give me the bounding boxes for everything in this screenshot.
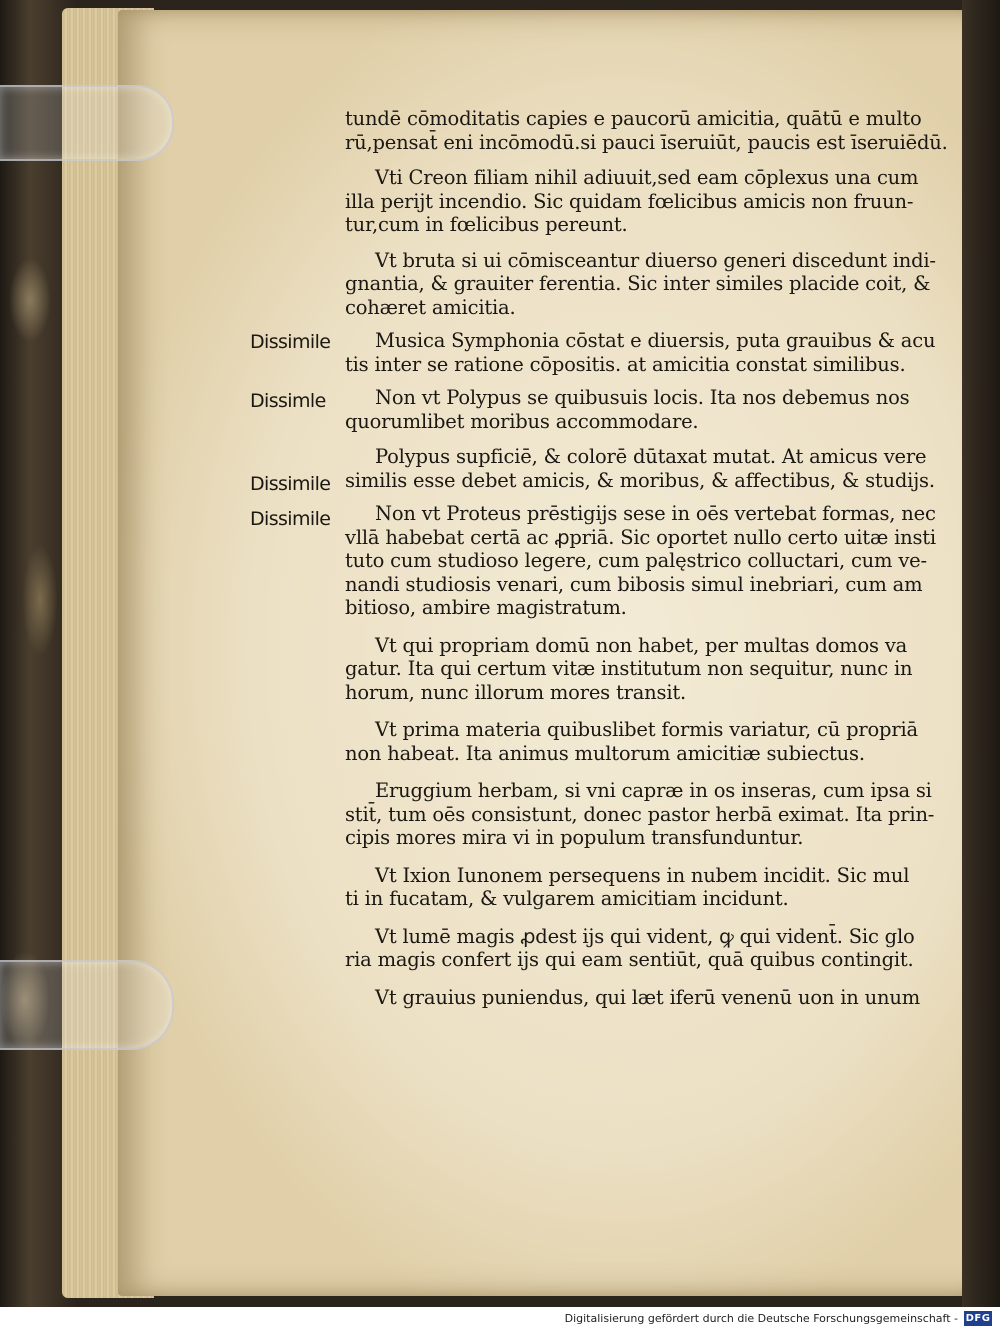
text-line: Non vt Polypus se quibusuis locis. Ita nos debemus nos — [375, 386, 910, 409]
footer-bar — [0, 1307, 1000, 1331]
text-line: nandi studiosis venari, cum bibosis simul inebriari, cum am — [345, 572, 923, 596]
paragraph — [250, 718, 950, 765]
paragraph — [250, 249, 950, 320]
paragraph — [250, 166, 950, 237]
paragraph — [250, 779, 950, 850]
text-line: Vt grauius puniendus, qui læt iferū venenū uon in unum — [375, 985, 921, 1009]
dfg-logo: DFG — [965, 1313, 991, 1324]
text-line: horum, nunc illorum mores transit. — [345, 680, 687, 704]
margin-note: Dissimile — [250, 331, 331, 353]
footer-credit: Digitalisierung gefördert durch die Deutsche Forschungsgemeinschaft - — [564, 1312, 958, 1325]
text-line: Eruggium herbam, si vni capræ in os inseras, cum ipsa si — [375, 779, 932, 802]
text-line: gatur. Ita qui certum vitæ institutum non sequitur, nunc in — [345, 657, 913, 680]
text-line: ria magis confert ijs qui eam sentiūt, quā quibus contingit. — [345, 948, 914, 971]
text-line: bitioso, ambire magistratum. — [345, 596, 627, 619]
text-line: rū,pensat̄ eni incōmodū.si pauci īseruiūt, paucis est īseruiēdū. — [345, 130, 948, 154]
paragraph — [250, 445, 950, 495]
text-line: tis inter se ratione cōpositis. at amicitia constat similibus. — [345, 352, 906, 376]
text-line: quorumlibet moribus accommodare. — [345, 409, 699, 433]
text-line: illa perijt incendio. Sic quidam fœlicibus amicis non fruun- — [345, 189, 914, 213]
text-line: tuto cum studioso legere, cum palęstrico colluctari, cum ve- — [345, 549, 927, 572]
text-line: tundē cōmoditatis capies e paucorū amicitia, quātū e multo — [345, 107, 922, 130]
paragraph — [250, 107, 950, 154]
paragraph — [250, 634, 950, 705]
paragraph — [250, 986, 950, 1010]
paragraph — [250, 329, 950, 376]
text-line: stit̄, tum oēs consistunt, donec pastor herbā eximat. Ita prin- — [345, 802, 935, 826]
paragraph — [250, 864, 950, 911]
text-line: ti in fucatam, & vulgarem amicitiam incidunt. — [345, 887, 789, 910]
paragraph — [250, 502, 950, 620]
paragraph — [250, 925, 950, 972]
margin-note: Dissimle — [250, 390, 326, 412]
text-line: vllā habebat certā ac ꝓpriā. Sic oportet nullo certo uitæ insti — [345, 525, 936, 549]
text-line: Vt qui propriam domū non habet, per multas domos va — [375, 633, 908, 657]
text-line: gnantia, & grauiter ferentia. Sic inter similes placide coit, & — [345, 272, 931, 295]
text-line: cipis mores mira vi in populum transfunduntur. — [345, 826, 804, 849]
page-clip-top — [0, 85, 174, 161]
text-line: Vt prima materia quibuslibet formis variatur, cū propriā — [375, 718, 918, 741]
paragraph — [250, 386, 950, 433]
text-line: Vt lumē magis ꝓdest ijs qui vident, ꝙ qui vident̄. Sic glo — [375, 924, 915, 948]
margin-note: Dissimile — [250, 473, 331, 495]
text-line: cohæret amicitia. — [345, 295, 516, 319]
page-text — [250, 95, 950, 1009]
text-line: Musica Symphonia cōstat e diuersis, puta grauibus & acu — [375, 329, 936, 352]
text-line: Vti Creon filiam nihil adiuuit,sed eam cōplexus una cum — [375, 166, 919, 189]
text-line: Non vt Proteus prēstigijs sese in oēs vertebat formas, nec — [375, 502, 936, 525]
text-line: Vt Ixion Iunonem persequens in nubem incidit. Sic mul — [375, 863, 910, 887]
text-line: tur,cum in fœlicibus pereunt. — [345, 213, 628, 236]
text-line: non habeat. Ita animus multorum amicitiæ subiectus. — [345, 741, 865, 765]
text-line: Polypus supficiē, & colorē dūtaxat mutat. At amicus vere — [375, 445, 927, 468]
book-cover-right — [962, 0, 1000, 1307]
page-clip-bottom — [0, 960, 174, 1050]
text-line: similis esse debet amicis, & moribus, & affectibus, & studijs. — [345, 468, 935, 492]
margin-note: Dissimile — [250, 508, 331, 530]
text-line: Vt bruta si ui cōmisceantur diuerso generi discedunt indi- — [375, 248, 936, 272]
